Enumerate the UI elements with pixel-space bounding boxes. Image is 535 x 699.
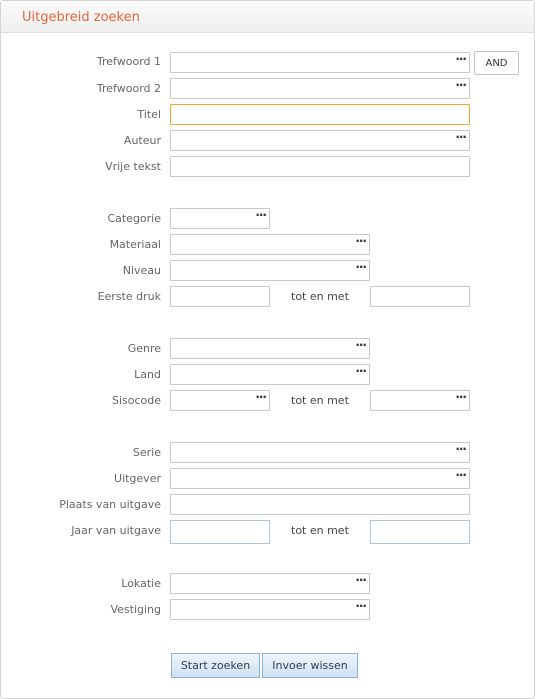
range-separator: tot en met (291, 394, 349, 407)
label-trefwoord-2: Trefwoord 2 (96, 82, 161, 95)
picker-icon[interactable]: ··· (255, 208, 266, 222)
label-niveau: Niveau (122, 264, 161, 277)
sisocode-from-input[interactable] (170, 390, 270, 411)
and-operator-button[interactable]: AND (474, 51, 519, 75)
picker-icon[interactable]: ··· (355, 338, 366, 352)
categorie-input[interactable] (170, 208, 270, 229)
picker-icon[interactable]: ··· (455, 468, 466, 482)
picker-icon[interactable]: ··· (355, 364, 366, 378)
start-search-button[interactable]: Start zoeken (171, 653, 260, 678)
range-separator: tot en met (291, 524, 349, 537)
label-serie: Serie (132, 446, 161, 459)
genre-input[interactable] (170, 338, 370, 359)
label-materiaal: Materiaal (109, 238, 161, 251)
label-vestiging: Vestiging (110, 603, 161, 616)
picker-icon[interactable]: ··· (455, 78, 466, 92)
panel-header (1, 1, 534, 33)
label-eerste-druk: Eerste druk (97, 290, 161, 303)
picker-icon[interactable]: ··· (355, 573, 366, 587)
clear-input-button[interactable]: Invoer wissen (262, 653, 358, 678)
sisocode-to-input[interactable] (370, 390, 470, 411)
vestiging-input[interactable] (170, 599, 370, 620)
label-sisocode: Sisocode (111, 394, 161, 407)
label-trefwoord-1: Trefwoord 1 (96, 55, 161, 68)
jaar-van-uitgave-to-input[interactable] (370, 520, 470, 544)
land-input[interactable] (170, 364, 370, 385)
picker-icon[interactable]: ··· (355, 234, 366, 248)
range-separator: tot en met (291, 290, 349, 303)
trefwoord-1-input[interactable] (170, 52, 470, 73)
eerste-druk-to-input[interactable] (370, 286, 470, 307)
label-genre: Genre (127, 342, 161, 355)
label-titel: Titel (137, 108, 161, 121)
label-lokatie: Lokatie (121, 577, 161, 590)
auteur-input[interactable] (170, 130, 470, 151)
label-land: Land (134, 368, 161, 381)
label-plaats-van-uitgave: Plaats van uitgave (59, 498, 161, 511)
lokatie-input[interactable] (170, 573, 370, 594)
label-categorie: Categorie (107, 212, 161, 225)
label-uitgever: Uitgever (114, 472, 161, 485)
picker-icon[interactable]: ··· (255, 390, 266, 404)
label-vrije-tekst: Vrije tekst (105, 160, 161, 173)
materiaal-input[interactable] (170, 234, 370, 255)
vrije-tekst-input[interactable] (170, 156, 470, 177)
panel-title: Uitgebreid zoeken (22, 10, 140, 25)
picker-icon[interactable]: ··· (455, 130, 466, 144)
eerste-druk-from-input[interactable] (170, 286, 270, 307)
picker-icon[interactable]: ··· (355, 260, 366, 274)
jaar-van-uitgave-from-input[interactable] (170, 520, 270, 544)
picker-icon[interactable]: ··· (455, 52, 466, 66)
titel-input[interactable] (170, 104, 470, 125)
picker-icon[interactable]: ··· (355, 599, 366, 613)
serie-input[interactable] (170, 442, 470, 463)
trefwoord-2-input[interactable] (170, 78, 470, 99)
picker-icon[interactable]: ··· (455, 442, 466, 456)
plaats-van-uitgave-input[interactable] (170, 494, 470, 515)
label-jaar-van-uitgave: Jaar van uitgave (71, 524, 161, 537)
picker-icon[interactable]: ··· (455, 390, 466, 404)
label-auteur: Auteur (123, 134, 161, 147)
niveau-input[interactable] (170, 260, 370, 281)
uitgever-input[interactable] (170, 468, 470, 489)
